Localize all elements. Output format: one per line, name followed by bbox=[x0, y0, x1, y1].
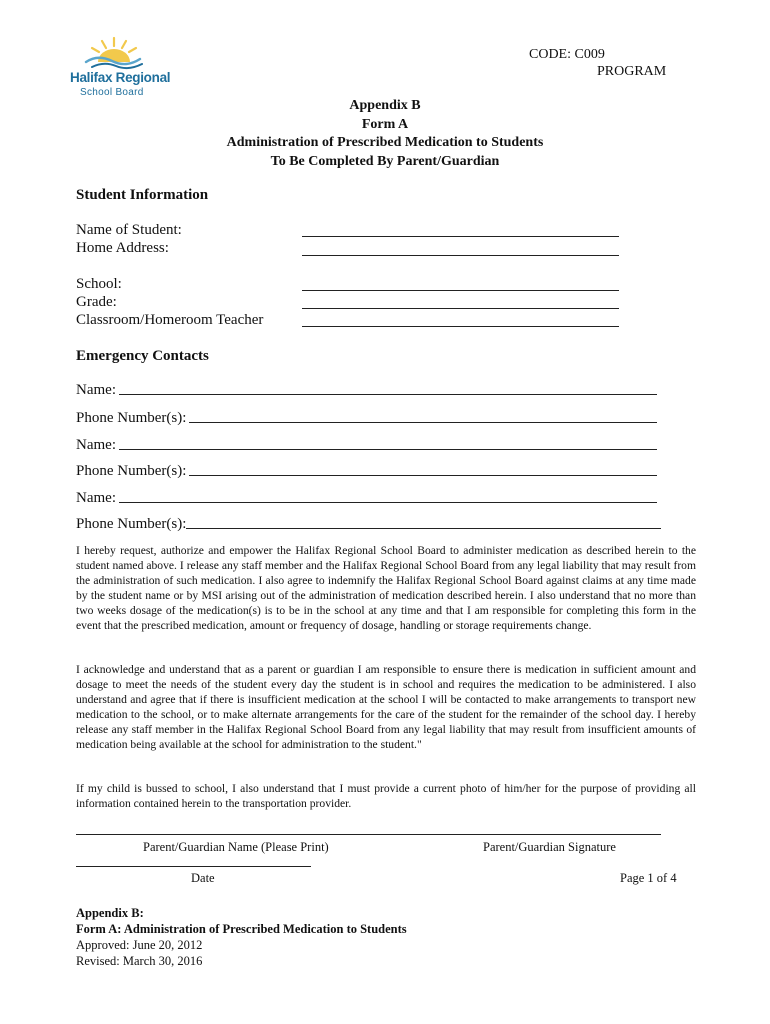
footer-appendix: Appendix B: bbox=[76, 906, 144, 920]
home-address-field[interactable] bbox=[302, 255, 619, 256]
acknowledgement-paragraph: I acknowledge and understand that as a parent or guardian I am responsible to ensure there is medication in sufficient amount and dosage to meet the needs of the student every day the student is in school and requires the medication to be administered. I also understand and agree that if there is insufficient medication at the school I will be contacted to make arrangements to transport new medication to the school, or to make alternate arrangements for the care of the student for the remainder of the school day. I hereby release any staff member in the Halifax Regional School Board from any legal liability that may result from insufficient amounts of medication being available at the school for administration to the student." bbox=[76, 663, 696, 751]
teacher-label: Classroom/Homeroom Teacher bbox=[76, 312, 264, 328]
contact-name-row[interactable] bbox=[76, 437, 657, 454]
authorization-paragraph: I hereby request, authorize and empower the Halifax Regional School Board to administer medication as described herein to the student named above. I release any staff member and the Halifax Regional School Board from any legal liability that may result from the administration of such medication. I also agree to indemnify the Halifax Regional School Board against claims at any time made by the student name or by MSI arising out of the administration of medication described herein. I also understand that no more than two weeks dosage of the medication(s) is to be in the school at any time and that I am responsible for completing this form in the event that the prescribed medication, amount or frequency of dosage, handling or storage requirements change. bbox=[76, 544, 696, 632]
home-address-label: Home Address: bbox=[76, 240, 169, 256]
grade-field[interactable] bbox=[302, 308, 619, 309]
form-title bbox=[170, 97, 600, 171]
contact-name-label: Name: bbox=[76, 437, 116, 453]
footer-form-title: Form A: Administration of Prescribed Medication to Students bbox=[76, 922, 407, 936]
date-label: Date bbox=[191, 871, 215, 885]
name-signature-line[interactable] bbox=[76, 834, 661, 835]
contact-phone-line bbox=[189, 422, 657, 423]
contact-phone-line bbox=[189, 475, 657, 476]
guardian-name-label: Parent/Guardian Name (Please Print) bbox=[143, 840, 329, 854]
document-footer bbox=[76, 905, 407, 969]
logo-subtitle: School Board bbox=[80, 87, 144, 98]
contact-name-row[interactable] bbox=[76, 490, 657, 507]
contact-phone-row[interactable] bbox=[76, 410, 657, 427]
teacher-field[interactable] bbox=[302, 326, 619, 327]
school-board-logo bbox=[64, 34, 171, 102]
sun-logo-icon bbox=[64, 34, 164, 74]
contact-phone-label: Phone Number(s): bbox=[76, 516, 187, 532]
title-line: Appendix B bbox=[349, 98, 421, 113]
contact-phone-label: Phone Number(s): bbox=[76, 410, 187, 426]
logo-title: Halifax Regional bbox=[70, 70, 171, 85]
bussing-paragraph: If my child is bussed to school, I also understand that I must provide a current photo of him/her for the purpose of providing all information contained herein to the transportation provider. bbox=[76, 782, 696, 810]
contact-phone-label: Phone Number(s): bbox=[76, 463, 187, 479]
school-field[interactable] bbox=[302, 290, 619, 291]
contact-name-row[interactable] bbox=[76, 382, 657, 399]
program-label: PROGRAM bbox=[597, 64, 667, 79]
title-line: Form A bbox=[361, 116, 409, 132]
form-code: CODE: C009 bbox=[529, 47, 605, 62]
approved-date: Approved: June 20, 2012 bbox=[76, 938, 203, 952]
revised-date: Revised: March 30, 2016 bbox=[76, 954, 203, 968]
contact-phone-row[interactable] bbox=[76, 516, 661, 533]
school-label: School: bbox=[76, 276, 122, 292]
student-name-field[interactable] bbox=[302, 236, 619, 237]
emergency-contacts-heading: Emergency Contacts bbox=[76, 348, 209, 364]
contact-phone-row[interactable] bbox=[76, 463, 657, 480]
contact-name-line bbox=[119, 449, 657, 450]
date-line[interactable] bbox=[76, 866, 311, 867]
student-info-heading: Student Information bbox=[76, 187, 209, 203]
contact-name-label: Name: bbox=[76, 382, 116, 398]
contact-name-line bbox=[119, 502, 657, 503]
contact-name-line bbox=[119, 394, 657, 395]
page-number: Page 1 of 4 bbox=[620, 871, 677, 885]
guardian-signature-label: Parent/Guardian Signature bbox=[483, 840, 616, 854]
student-name-label: Name of Student: bbox=[76, 222, 182, 238]
title-line: To Be Completed By Parent/Guardian bbox=[270, 153, 500, 169]
contact-phone-line bbox=[186, 528, 661, 529]
title-line: Administration of Prescribed Medication to Students bbox=[226, 135, 544, 150]
grade-label: Grade: bbox=[76, 294, 117, 310]
contact-name-label: Name: bbox=[76, 490, 116, 506]
